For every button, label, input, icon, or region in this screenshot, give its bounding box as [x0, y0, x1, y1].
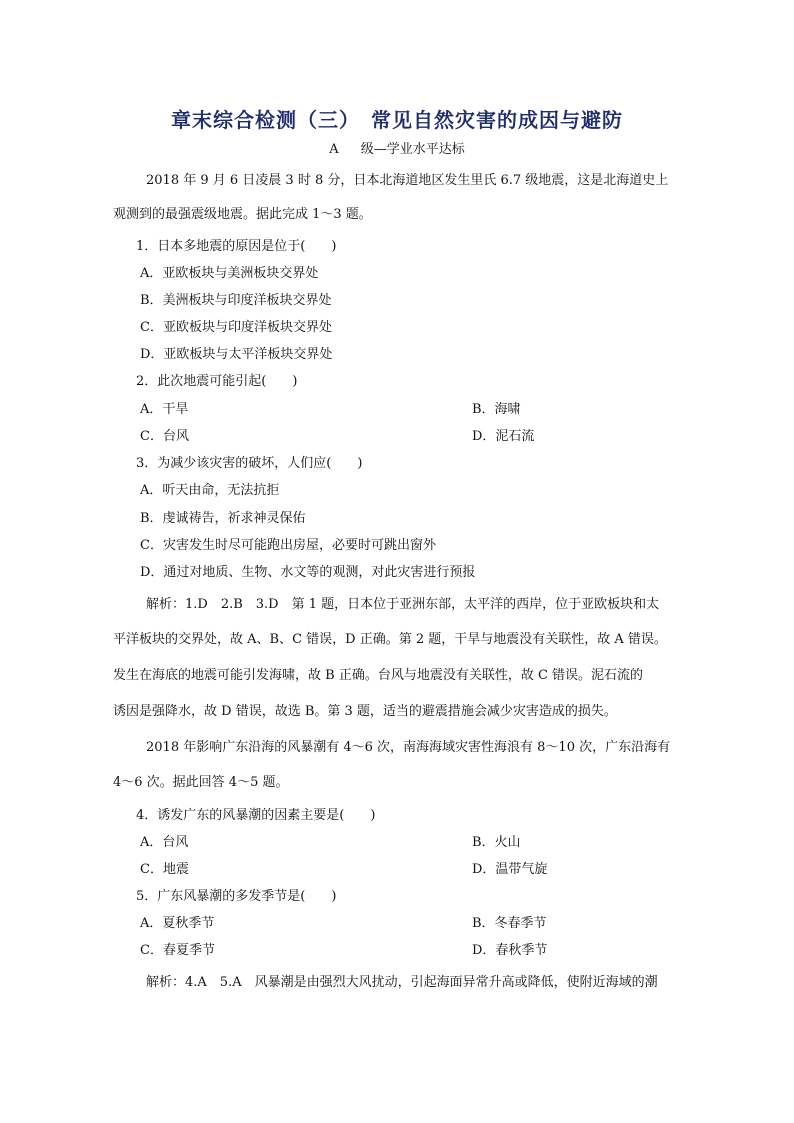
section-subtitle [0, 138, 794, 157]
question-3-option-d: D．通过对地质、生物、水文等的观测，对此灾害进行预报 [140, 565, 476, 580]
intro-paragraph-2-line-2: 4～6 次。据此回答 4～5 题。 [113, 775, 289, 790]
question-5-option-b: B．冬春季节 [472, 916, 547, 931]
analysis-1-line-2: 平洋板块的交界处，故 A、B、C 错误，D 正确。第 2 题，干旱与地震没有关联性，故 A 错误。 [113, 632, 667, 647]
intro-paragraph-1-line-2: 观测到的最强震级地震。据此完成 1～3 题。 [113, 207, 372, 222]
question-1-stem: 1．日本多地震的原因是位于( ) [136, 239, 337, 254]
page-title: 章末综合检测（三） 常见自然灾害的成因与避防 [171, 108, 623, 132]
level-label: A [329, 142, 339, 157]
question-2-option-c: C．台风 [140, 429, 189, 444]
question-5-option-c: C．春夏季节 [140, 943, 215, 958]
analysis-2-line-1: 解析：4.A 5.A 风暴潮是由强烈大风扰动，引起海面异常升高或降低，使附近海域的潮 [146, 975, 658, 990]
question-5-option-a: A．夏秋季节 [140, 916, 215, 931]
question-1-option-d: D．亚欧板块与太平洋板块交界处 [140, 347, 333, 362]
question-1-option-a: A．亚欧板块与美洲板块交界处 [140, 266, 319, 281]
question-2-option-b: B．海啸 [472, 402, 521, 417]
intro-paragraph-1-line-1: 2018 年 9 月 6 日凌晨 3 时 8 分，日本北海道地区发生里氏 6.7 级地震，这是北海道史上 [146, 173, 669, 188]
question-4-option-b: B．火山 [472, 835, 521, 850]
question-3-option-c: C．灾害发生时尽可能跑出房屋，必要时可跳出窗外 [140, 538, 436, 553]
analysis-1-line-3: 发生在海底的地震可能引发海啸，故 B 正确。台风与地震没有关联性，故 C 错误。泥石流的 [113, 668, 644, 683]
analysis-1-line-1: 解析：1.D 2.B 3.D 第 1 题，日本位于亚洲东部，太平洋的西岸，位于亚欧板块和太 [146, 597, 660, 612]
question-3-option-b: B．虔诚祷告，祈求神灵保佑 [140, 511, 306, 526]
analysis-1-line-4: 诱因是强降水，故 D 错误，故选 B。第 3 题，适当的避震措施会减少灾害造成的损失。 [113, 704, 617, 719]
question-3-option-a: A．听天由命，无法抗拒 [140, 483, 280, 498]
question-5-stem: 5．广东风暴潮的多发季节是( ) [136, 889, 337, 904]
intro-paragraph-2-line-1: 2018 年影响广东沿海的风暴潮有 4～6 次，南海海域灾害性海浪有 8～10 次，广东沿海有 [146, 740, 671, 755]
question-4-stem: 4．诱发广东的风暴潮的因素主要是( ) [136, 808, 376, 823]
question-1-option-b: B．美洲板块与印度洋板块交界处 [140, 293, 332, 308]
question-2-option-d: D．泥石流 [472, 429, 535, 444]
question-4-option-c: C．地震 [140, 862, 189, 877]
question-2-option-a: A．干旱 [140, 402, 189, 417]
question-1-option-c: C．亚欧板块与印度洋板块交界处 [140, 320, 332, 335]
question-2-stem: 2．此次地震可能引起( ) [136, 374, 298, 389]
question-4-option-d: D．温带气旋 [472, 862, 548, 877]
question-5-option-d: D．春秋季节 [472, 943, 548, 958]
question-4-option-a: A．台风 [140, 835, 189, 850]
level-text: 级—学业水平达标 [360, 142, 465, 157]
question-3-stem: 3．为减少该灾害的破坏，人们应( ) [136, 456, 363, 471]
